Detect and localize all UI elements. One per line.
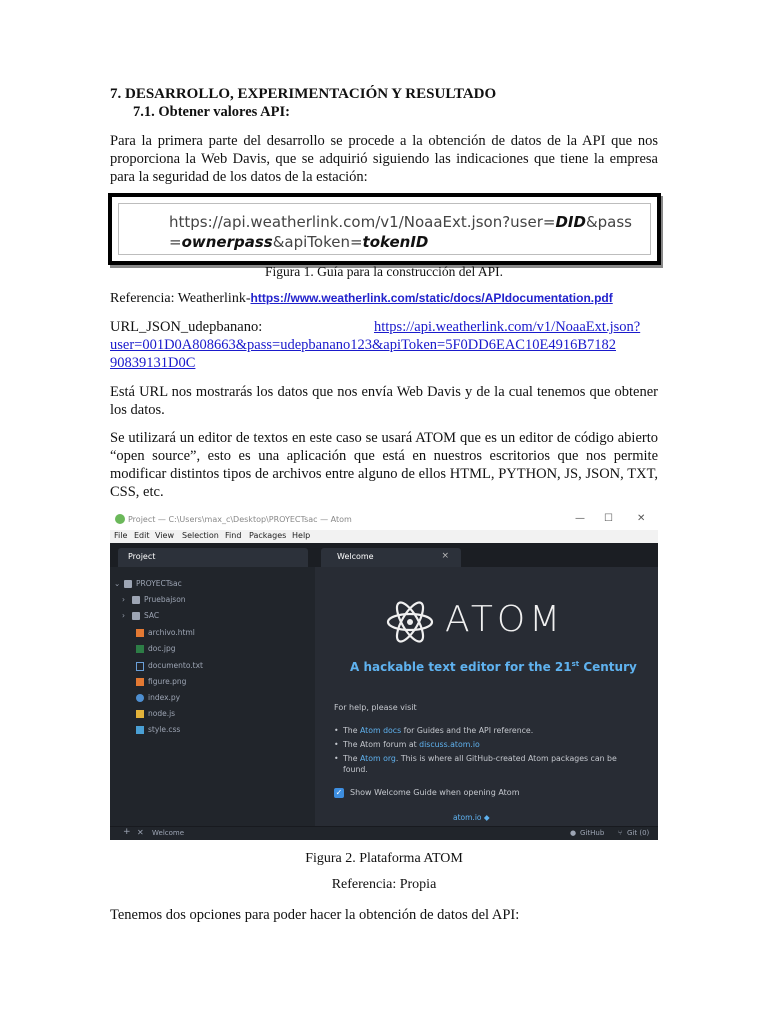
status-bar bbox=[110, 826, 658, 840]
weatherlink-doc-link[interactable]: https://www.weatherlink.com/static/docs/APIdocumentation.pdf bbox=[250, 291, 613, 305]
help-bullet-org: • The Atom org. This is where all GitHub-created Atom packages can be found. bbox=[343, 753, 633, 775]
figure1-caption: Figura 1. Guía para la construcción del API. bbox=[264, 264, 504, 279]
image-file-icon bbox=[136, 645, 144, 653]
url-json-link-3[interactable]: 90839131D0C bbox=[110, 355, 196, 371]
window-titlebar bbox=[110, 509, 658, 530]
atom-wordmark: ATOM bbox=[445, 599, 565, 640]
tree-item-file[interactable]: documento.txt bbox=[136, 661, 203, 673]
close-icon[interactable]: ✕ bbox=[137, 828, 144, 837]
window-title: Project — C:\Users\max_c\Desktop\PROYECTsac — Atom bbox=[128, 515, 352, 524]
paragraph-options: Tenemos dos opciones para poder hacer la obtención de datos del API: bbox=[110, 907, 520, 923]
js-file-icon bbox=[136, 710, 144, 718]
close-tab-icon[interactable]: × bbox=[441, 551, 449, 561]
tab-welcome[interactable]: Welcome × bbox=[321, 548, 461, 567]
folder-icon bbox=[132, 612, 140, 620]
url-json-label: URL_JSON_udepbanano: bbox=[110, 319, 263, 335]
tree-item-root[interactable]: ⌄ PROYECTsac bbox=[114, 579, 182, 588]
section-heading: 7. DESARROLLO, EXPERIMENTACIÓN Y RESULTADO bbox=[110, 86, 497, 102]
atom-io-footer bbox=[453, 813, 490, 822]
forum-link[interactable]: discuss.atom.io bbox=[419, 740, 480, 749]
status-git[interactable]: Git (0) bbox=[627, 829, 650, 837]
html-file-icon bbox=[136, 629, 144, 637]
reference-weatherlink bbox=[110, 291, 613, 307]
paragraph-atom: Se utilizará un editor de textos en este caso se usará ATOM que es un editor de código abierto “open source”, esto es una aplicación que está en nuestros escritorios que nos permite modificar distintos tipos de archivos entre alguno de ellos HTML, PYTHON, JS, JSON, TXT, CSS, etc. bbox=[110, 430, 658, 500]
atom-org-link[interactable]: Atom org bbox=[359, 754, 396, 763]
tree-item-file[interactable]: figure.png bbox=[136, 677, 186, 689]
menu-file[interactable]: File bbox=[114, 531, 128, 540]
css-file-icon bbox=[136, 726, 144, 734]
atom-io-link[interactable]: atom.io bbox=[453, 813, 482, 822]
help-bullet-docs: • The Atom docs for Guides and the API reference. bbox=[343, 725, 633, 736]
status-github[interactable]: GitHub bbox=[580, 829, 605, 837]
figure2-reference: Referencia: Propia bbox=[331, 877, 437, 892]
atom-app-icon bbox=[115, 514, 125, 524]
tree-view bbox=[110, 543, 315, 826]
menu-find[interactable]: Find bbox=[225, 531, 242, 540]
tree-item-file[interactable]: archivo.html bbox=[136, 628, 195, 640]
text-file-icon bbox=[136, 662, 144, 671]
close-icon[interactable]: ✕ bbox=[637, 513, 646, 524]
paragraph-url: Está URL nos mostrarás los datos que nos envía Web Davis y de la cual tenemos que obtener los datos. bbox=[110, 384, 658, 418]
chevron-down-icon: ⌄ bbox=[114, 579, 121, 588]
welcome-guide-label: Show Welcome Guide when opening Atom bbox=[350, 788, 520, 797]
paragraph-intro: Para la primera parte del desarrollo se procede a la obtención de datos de la API que nos proporciona la Web Davis, que se adquirió siguiendo las indicaciones que tiene la empresa para la seguridad de los datos de la estación: bbox=[110, 133, 658, 185]
api-url-template: https://api.weatherlink.com/v1/NoaaExt.json?user=DID&pass =ownerpass&apiToken=tokenID bbox=[169, 213, 632, 251]
help-bullet-forum: • The Atom forum at discuss.atom.io bbox=[343, 739, 633, 750]
reference-label: Referencia: Weatherlink- bbox=[110, 291, 251, 306]
atom-logo-icon bbox=[385, 599, 435, 645]
folder-icon bbox=[132, 596, 140, 604]
github-icon: ● bbox=[570, 829, 577, 837]
url-json-link-2[interactable]: user=001D0A808663&pass=udepbanano123&apiToken=5F0DD6EAC10E4916B7182 bbox=[110, 337, 616, 353]
chevron-right-icon: › bbox=[122, 595, 125, 604]
tree-item-folder[interactable]: › SAC bbox=[122, 611, 160, 620]
python-file-icon bbox=[136, 694, 144, 702]
octocat-icon: ◆ bbox=[483, 813, 490, 822]
tree-item-file[interactable]: node.js bbox=[136, 709, 175, 721]
atom-window bbox=[110, 509, 658, 840]
url-json-link-1[interactable]: https://api.weatherlink.com/v1/NoaaExt.json? bbox=[374, 319, 641, 335]
tree-item-folder[interactable]: › Pruebajson bbox=[122, 595, 186, 604]
figure-api-guide bbox=[108, 193, 661, 265]
editor-pane bbox=[315, 543, 658, 826]
figure2-caption: Figura 2. Plataforma ATOM bbox=[305, 851, 463, 866]
add-icon[interactable]: + bbox=[123, 827, 131, 837]
git-icon: ⑂ bbox=[618, 829, 623, 837]
tab-project[interactable]: Project bbox=[118, 548, 308, 567]
help-title: For help, please visit bbox=[334, 703, 417, 712]
menu-selection[interactable]: Selection bbox=[182, 531, 219, 540]
chevron-right-icon: › bbox=[122, 611, 125, 620]
folder-icon bbox=[124, 580, 132, 588]
tree-item-file[interactable]: index.py bbox=[136, 693, 180, 705]
status-file: Welcome bbox=[152, 829, 185, 837]
tagline: A hackable text editor for the 21st Century bbox=[350, 660, 637, 674]
tree-item-file[interactable]: doc.jpg bbox=[136, 644, 175, 656]
subsection-heading: 7.1. Obtener valores API: bbox=[133, 104, 290, 120]
maximize-icon[interactable]: ☐ bbox=[604, 513, 613, 524]
atom-docs-link[interactable]: Atom docs bbox=[359, 726, 402, 735]
menu-view[interactable]: View bbox=[155, 531, 174, 540]
menu-edit[interactable]: Edit bbox=[134, 531, 150, 540]
image-file-icon bbox=[136, 678, 144, 686]
menu-packages[interactable]: Packages bbox=[249, 531, 287, 540]
minimize-icon[interactable]: — bbox=[575, 513, 585, 524]
menu-bar bbox=[110, 530, 658, 543]
tree-item-file[interactable]: style.css bbox=[136, 725, 180, 737]
menu-help[interactable]: Help bbox=[292, 531, 311, 540]
welcome-guide-checkbox[interactable]: ✓ bbox=[335, 788, 343, 797]
